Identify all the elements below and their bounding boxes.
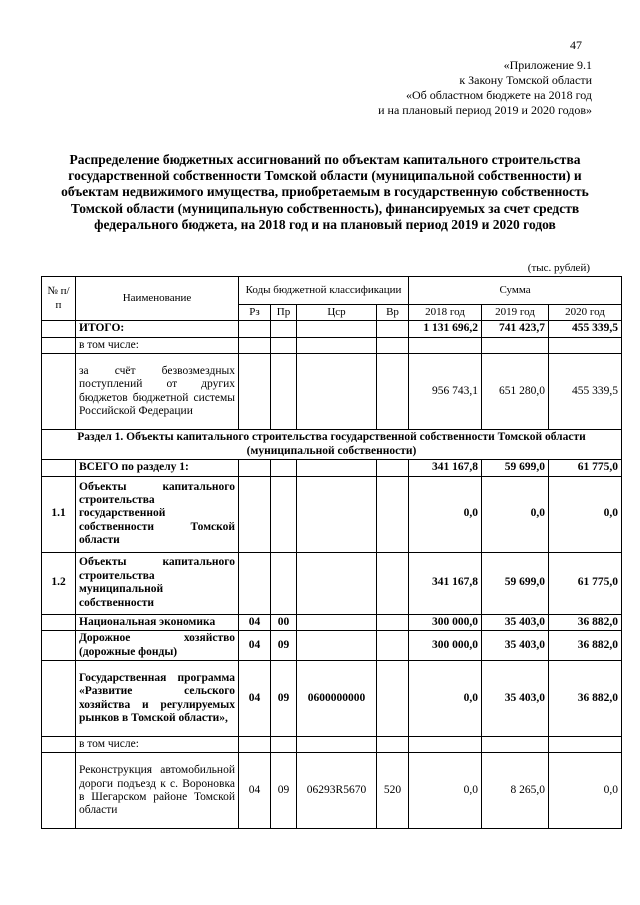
section-title: Раздел 1. Объекты капитального строительства государственной собственности Томской области (муниципальной собственности) (42, 430, 622, 460)
cell-num (42, 737, 76, 753)
table-row (42, 476, 622, 552)
cell-num (42, 321, 76, 337)
cell-pr (271, 354, 297, 430)
units-label: (тыс. рублей) (527, 262, 590, 274)
cell-2019: 651 280,0 (482, 354, 549, 430)
cell-name: в том числе: (76, 337, 239, 353)
cell-name: Государственная программа «Развитие сельского хозяйства и регулируемых рынков в Томской области», (76, 661, 239, 737)
cell-csr (297, 614, 377, 630)
table-row (42, 737, 622, 753)
cell-2018: 0,0 (409, 753, 482, 829)
cell-name: Национальная экономика (76, 614, 239, 630)
cell-name: ВСЕГО по разделу 1: (76, 460, 239, 476)
cell-csr (297, 476, 377, 552)
cell-name: в том числе: (76, 737, 239, 753)
cell-pr: 09 (271, 753, 297, 829)
cell-num (42, 661, 76, 737)
header-csr: Цср (297, 305, 377, 321)
cell-vr (377, 737, 409, 753)
cell-2019 (482, 337, 549, 353)
cell-2020: 0,0 (549, 753, 622, 829)
appendix-line: «Приложение 9.1 (503, 58, 592, 72)
cell-csr: 0600000000 (297, 661, 377, 737)
cell-pr: 00 (271, 614, 297, 630)
header-2018: 2018 год (409, 305, 482, 321)
cell-num (42, 354, 76, 430)
table-row (42, 321, 622, 337)
header-vr: Вр (377, 305, 409, 321)
cell-2018: 341 167,8 (409, 552, 482, 614)
cell-2018 (409, 737, 482, 753)
cell-pr: 09 (271, 661, 297, 737)
cell-2018: 0,0 (409, 476, 482, 552)
cell-pr (271, 321, 297, 337)
cell-2020: 36 882,0 (549, 631, 622, 661)
cell-name: Объекты капитального строительства государственной собственности Томской области (76, 476, 239, 552)
cell-2020: 455 339,5 (549, 354, 622, 430)
page-number: 47 (570, 38, 582, 52)
cell-pr (271, 460, 297, 476)
appendix-note (378, 58, 592, 118)
cell-2019: 35 403,0 (482, 614, 549, 630)
cell-csr (297, 737, 377, 753)
cell-rz (239, 737, 271, 753)
cell-2018: 1 131 696,2 (409, 321, 482, 337)
cell-pr: 09 (271, 631, 297, 661)
cell-2020: 455 339,5 (549, 321, 622, 337)
header-rz: Рз (239, 305, 271, 321)
cell-vr (377, 661, 409, 737)
appendix-line: «Об областном бюджете на 2018 год (406, 88, 592, 102)
cell-num (42, 753, 76, 829)
cell-num: 1.2 (42, 552, 76, 614)
cell-num (42, 460, 76, 476)
header-2020: 2020 год (549, 305, 622, 321)
cell-vr: 520 (377, 753, 409, 829)
cell-rz (239, 460, 271, 476)
appendix-line: и на плановый период 2019 и 2020 годов» (378, 103, 592, 117)
cell-2020: 61 775,0 (549, 552, 622, 614)
cell-2020: 0,0 (549, 476, 622, 552)
cell-2019: 0,0 (482, 476, 549, 552)
cell-vr (377, 476, 409, 552)
cell-name: ИТОГО: (76, 321, 239, 337)
cell-2020: 36 882,0 (549, 614, 622, 630)
header-pr: Пр (271, 305, 297, 321)
cell-rz (239, 321, 271, 337)
header-codes: Коды бюджетной классификации (239, 277, 409, 305)
cell-name: Объекты капитального строительства муниципальной собственности (76, 552, 239, 614)
table-row (42, 614, 622, 630)
cell-2019: 8 265,0 (482, 753, 549, 829)
cell-csr (297, 631, 377, 661)
cell-2019: 35 403,0 (482, 631, 549, 661)
cell-rz (239, 552, 271, 614)
cell-2018: 300 000,0 (409, 631, 482, 661)
cell-num (42, 631, 76, 661)
table-row (42, 460, 622, 476)
cell-2019: 59 699,0 (482, 552, 549, 614)
cell-vr (377, 631, 409, 661)
header-sum: Сумма (409, 277, 622, 305)
header-name: Наименование (76, 277, 239, 321)
cell-2020 (549, 737, 622, 753)
cell-vr (377, 321, 409, 337)
cell-pr (271, 337, 297, 353)
cell-vr (377, 354, 409, 430)
cell-vr (377, 552, 409, 614)
cell-pr (271, 552, 297, 614)
table-row (42, 631, 622, 661)
table-row (42, 552, 622, 614)
cell-2018: 956 743,1 (409, 354, 482, 430)
cell-name: за счёт безвозмездных поступлений от других бюджетов бюджетной системы Российской Федерации (76, 354, 239, 430)
cell-2018: 341 167,8 (409, 460, 482, 476)
cell-rz: 04 (239, 753, 271, 829)
cell-2019: 59 699,0 (482, 460, 549, 476)
header-num: № п/п (42, 277, 76, 321)
cell-csr (297, 321, 377, 337)
cell-2019: 35 403,0 (482, 661, 549, 737)
cell-num (42, 614, 76, 630)
cell-rz: 04 (239, 661, 271, 737)
cell-vr (377, 337, 409, 353)
cell-rz: 04 (239, 614, 271, 630)
cell-csr (297, 337, 377, 353)
table-row (42, 753, 622, 829)
cell-rz: 04 (239, 631, 271, 661)
cell-csr (297, 552, 377, 614)
appendix-line: к Закону Томской области (459, 73, 592, 87)
cell-2019: 741 423,7 (482, 321, 549, 337)
cell-vr (377, 614, 409, 630)
cell-pr (271, 737, 297, 753)
table-row (42, 337, 622, 353)
cell-2019 (482, 737, 549, 753)
cell-2018 (409, 337, 482, 353)
cell-2020: 36 882,0 (549, 661, 622, 737)
cell-vr (377, 460, 409, 476)
cell-num: 1.1 (42, 476, 76, 552)
cell-2018: 300 000,0 (409, 614, 482, 630)
cell-2020: 61 775,0 (549, 460, 622, 476)
cell-name: Дорожное хозяйство (дорожные фонды) (76, 631, 239, 661)
cell-csr (297, 354, 377, 430)
table-row (42, 354, 622, 430)
cell-2020 (549, 337, 622, 353)
cell-rz (239, 337, 271, 353)
document-title: Распределение бюджетных ассигнований по объектам капитального строительства государственной собственности Томской области (муниципальной собственности) и объектам недвижимого имущества, приобретаемым в государственную собственность Томской области (муниципальную собственность), финансируемых за счет средств федерального бюджета, на 2018 год и на плановый период 2019 и 2020 годов (61, 152, 589, 232)
cell-2018: 0,0 (409, 661, 482, 737)
cell-rz (239, 354, 271, 430)
table-row (42, 661, 622, 737)
cell-csr (297, 460, 377, 476)
section-row (42, 430, 622, 460)
budget-table (41, 276, 622, 829)
cell-pr (271, 476, 297, 552)
cell-csr: 06293R5670 (297, 753, 377, 829)
cell-rz (239, 476, 271, 552)
cell-num (42, 337, 76, 353)
header-2019: 2019 год (482, 305, 549, 321)
cell-name: Реконструкция автомобильной дороги подъезд к с. Вороновка в Шегарском районе Томской области (76, 753, 239, 829)
